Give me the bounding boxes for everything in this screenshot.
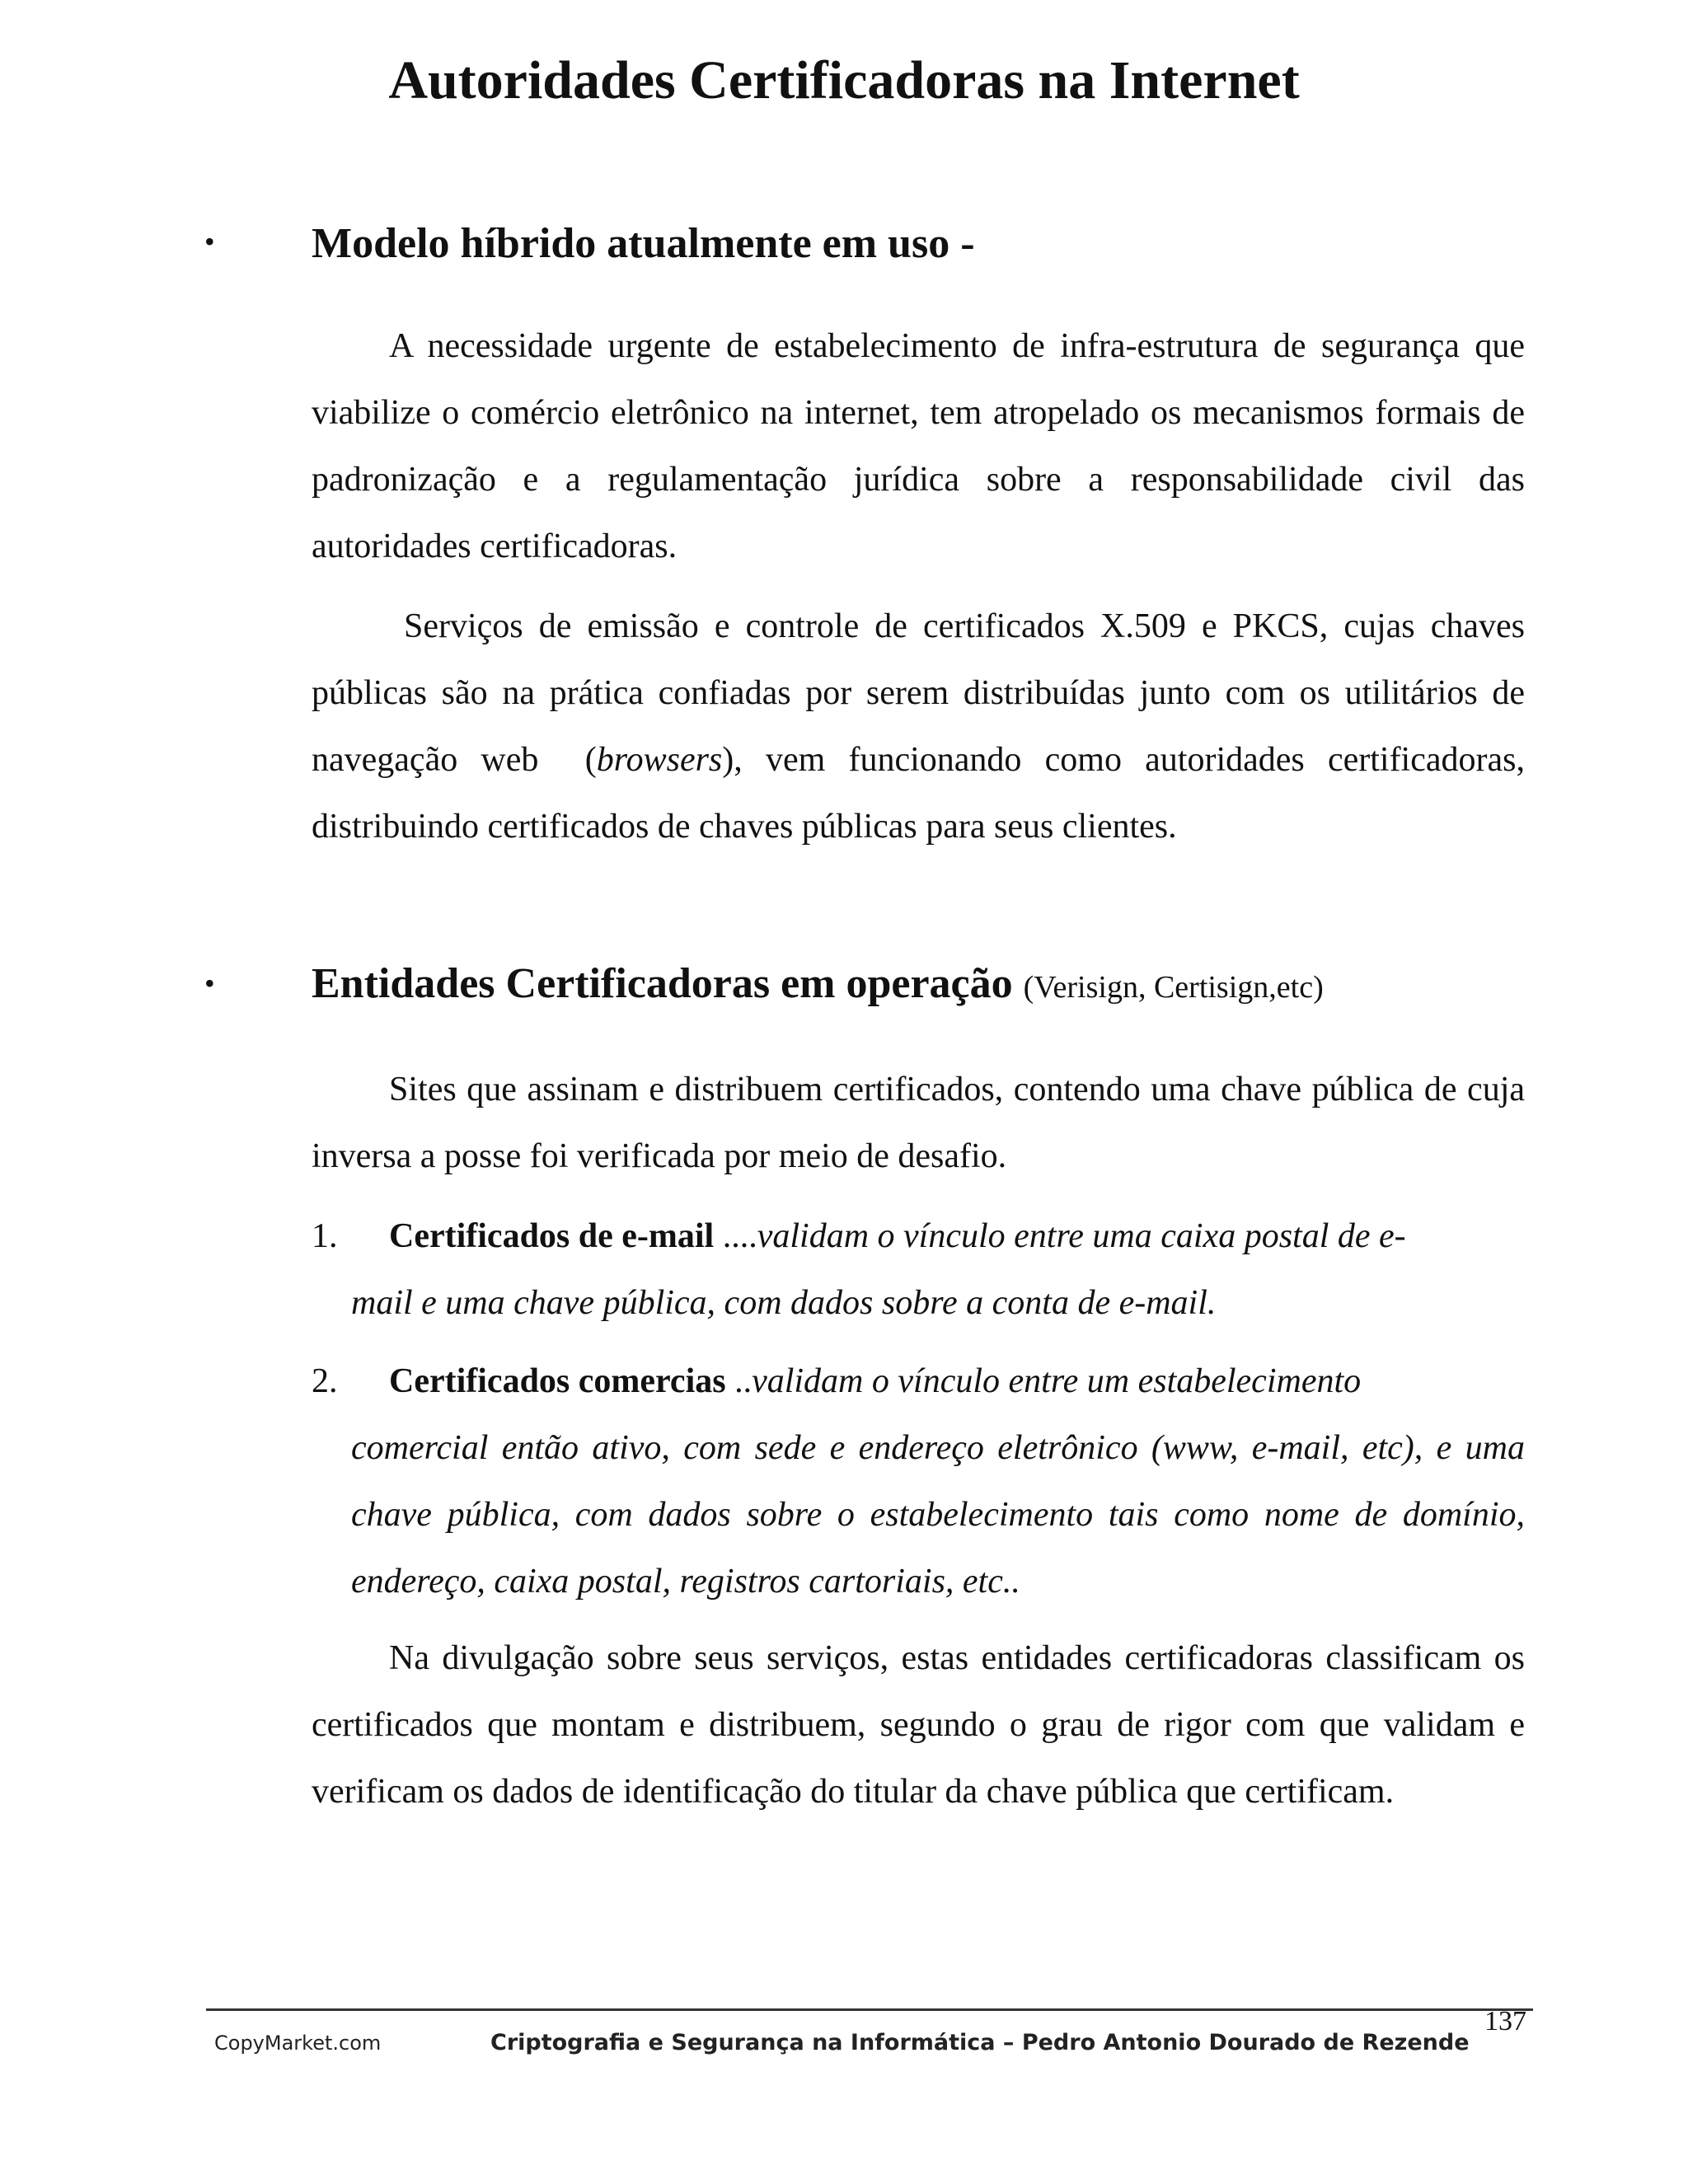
page-title: Autoridades Certificadoras na Internet bbox=[388, 50, 1300, 110]
list-item-text: validam o vínculo entre uma caixa postal de e- bbox=[757, 1217, 1406, 1255]
section-heading-entidades bbox=[312, 958, 1324, 1014]
footer-publisher: CopyMarket.com bbox=[214, 2032, 382, 2055]
footer-divider bbox=[206, 2008, 1533, 2011]
bullet-icon: • bbox=[204, 967, 215, 1000]
page-number: 137 bbox=[1484, 2006, 1526, 2036]
list-item-email-certificates bbox=[312, 1203, 1525, 1337]
list-item-number: 2. bbox=[312, 1362, 338, 1400]
paragraph-servicos-tail: ), vem funcionando como autoridades certificadoras, distribuindo certificados de chaves públicas para seus clientes. bbox=[312, 741, 1525, 846]
list-item-label: Certificados comercias bbox=[389, 1362, 726, 1400]
list-item-number: 1. bbox=[312, 1217, 338, 1255]
list-item-dots: .... bbox=[722, 1217, 757, 1255]
bullet-icon: • bbox=[204, 225, 215, 258]
paragraph-servicos-text: Serviços de emissão e controle de certificados X.509 e PKCS, cujas chaves públicas são na prática confiadas por serem distribuídas junto com os utilitários de navegação web bbox=[312, 607, 1525, 779]
list-item-text-continued: mail e uma chave pública, com dados sobre a conta de e-mail. bbox=[351, 1284, 1217, 1322]
paragraph-necessidade: A necessidade urgente de estabelecimento de infra-estrutura de segurança que viabilize o comércio eletrônico na internet, tem atropelado os mecanismos formais de padronização e a regulamentação jurídica sobre a responsabilidade civil das autoridades certificadoras. bbox=[312, 327, 1525, 565]
section-heading-entidades-text: Entidades Certificadoras em operação bbox=[312, 960, 1013, 1007]
footer-book-title: Criptografia e Segurança na Informática – Pedro Antonio Dourado de Rezende bbox=[490, 2030, 1470, 2055]
paragraph-sites: Sites que assinam e distribuem certificados, contendo uma chave pública de cuja inversa a posse foi verificada por meio de desafio. bbox=[312, 1071, 1525, 1175]
browsers-term: browsers bbox=[596, 741, 723, 779]
list-item-dots: .. bbox=[734, 1362, 753, 1400]
section-heading-modelo-hibrido: Modelo híbrido atualmente em uso - bbox=[312, 220, 975, 267]
list-item-text-continued: comercial então ativo, com sede e endereço eletrônico (www, e-mail, etc), e uma chave pública, com dados sobre o estabelecimento tais como nome de domínio, endereço, caixa postal, registros cartoriais, etc.. bbox=[351, 1429, 1525, 1601]
section-heading-note: (Verisign, Certisign,etc) bbox=[1023, 970, 1324, 1005]
list-item-commercial-certificates bbox=[312, 1348, 1525, 1615]
paragraph-servicos: Serviços de emissão e controle de certificados X.509 e PKCS, cujas chaves públicas são na prática confiadas por serem distribuídas junto com os utilitários de navegação web (browsers), vem funcionando como autoridades certificadoras, distribuindo certificados de chaves públicas para seus clientes. bbox=[312, 607, 1525, 846]
list-item-label: Certificados de e-mail bbox=[389, 1217, 715, 1255]
paragraph-divulgacao: Na divulgação sobre seus serviços, estas entidades certificadoras classificam os certificados que montam e distribuem, segundo o grau de rigor com que validam e verificam os dados de identificação do titular da chave pública que certificam. bbox=[312, 1639, 1525, 1811]
list-item-text: validam o vínculo entre um estabelecimento bbox=[752, 1362, 1362, 1400]
